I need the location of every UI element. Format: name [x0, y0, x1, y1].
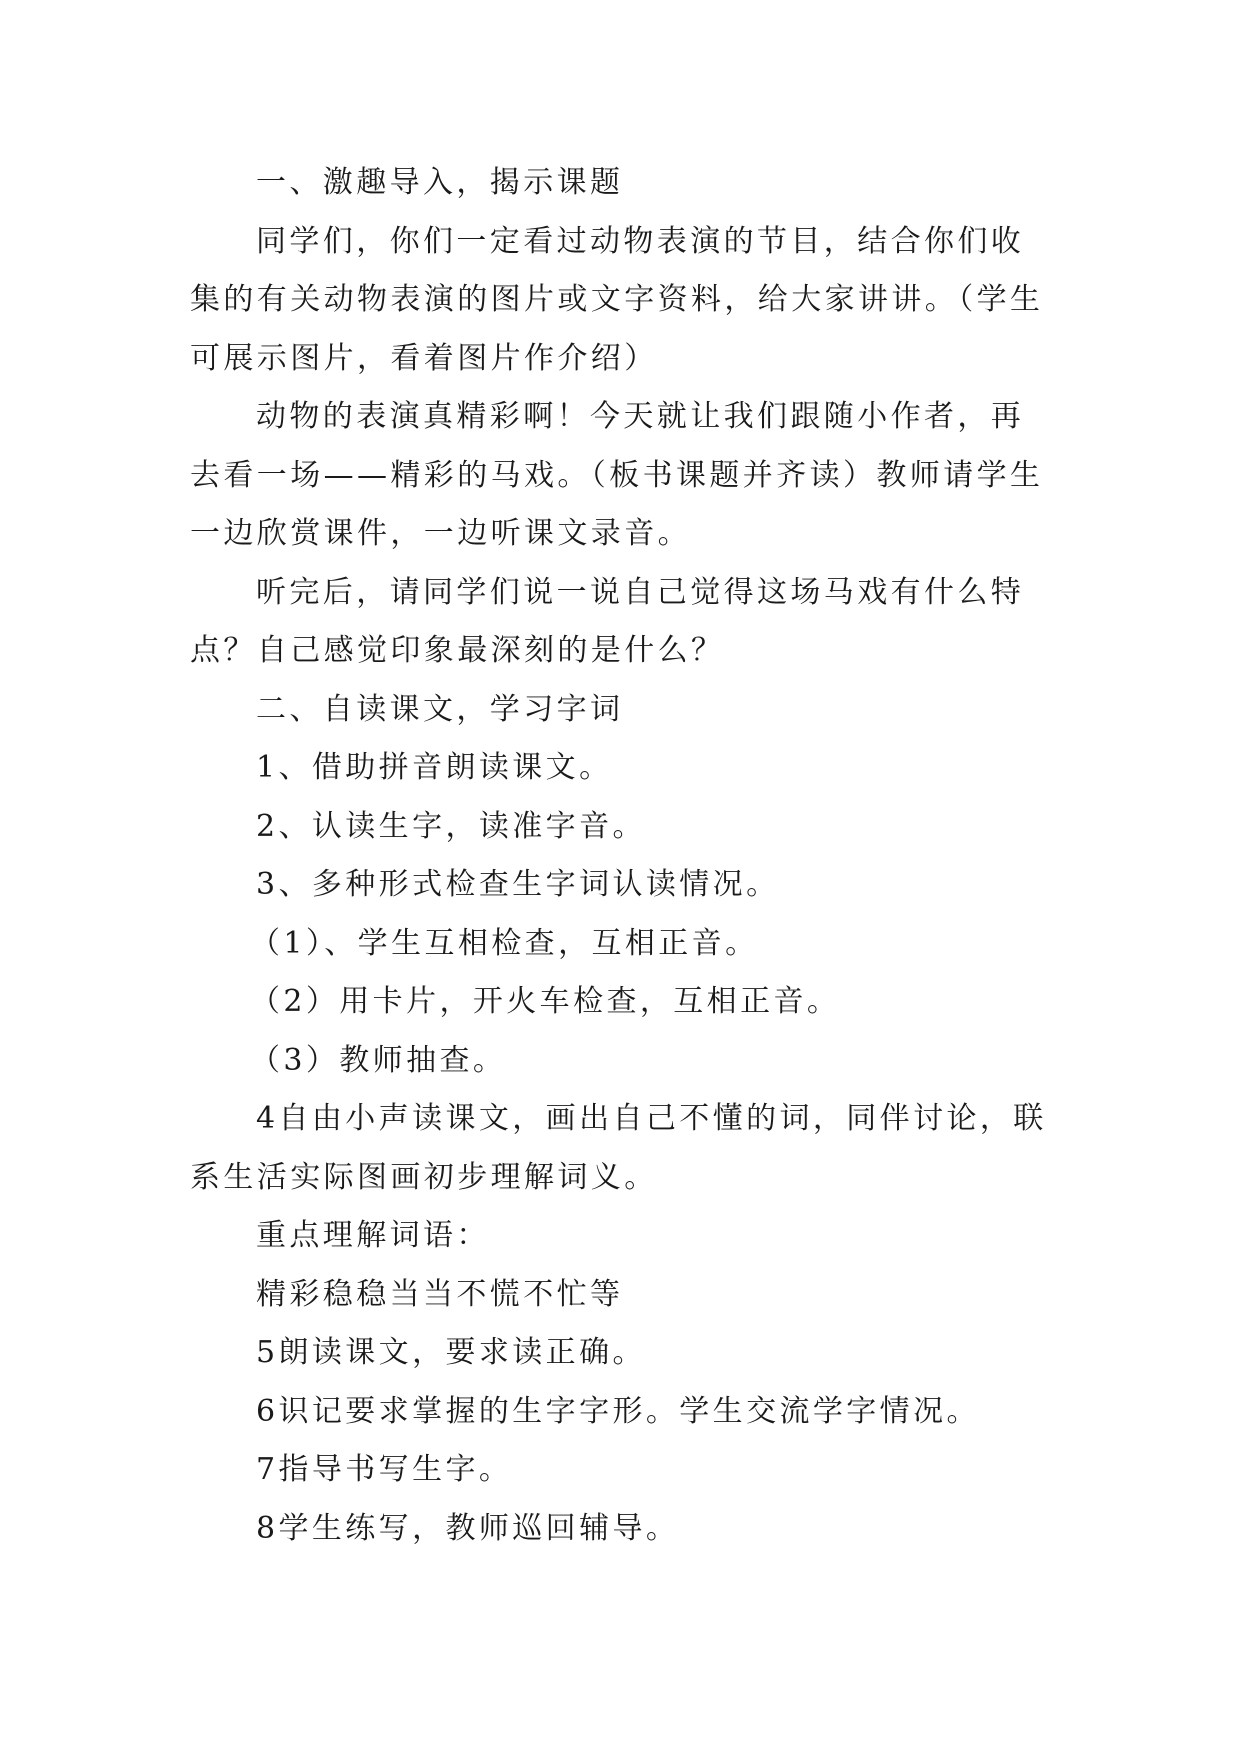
paragraph-performance: 动物的表演真精彩啊！今天就让我们跟随小作者，再去看一场——精彩的马戏。（板书课题并齐读）教师请学生一边欣赏课件，一边听课文录音。 [190, 399, 1044, 551]
sub-item-1: （1）、学生互相检查，互相正音。 [250, 925, 759, 961]
sub-item-2: （2）用卡片，开火车检查，互相正音。 [250, 984, 841, 1019]
list-item-3: 3、多种形式检查生字词认读情况。 [256, 867, 780, 902]
list-item-5: 5朗读课文，要求读正确。 [256, 1335, 646, 1370]
paragraph-intro: 同学们，你们一定看过动物表演的节目，结合你们收集的有关动物表演的图片或文字资料，给大家讲讲。（学生可展示图片，看着图片作介绍） [190, 223, 1044, 376]
key-words: 精彩稳稳当当不慌不忙等 [256, 1276, 624, 1312]
paragraph-questions: 听完后，请同学们说一说自己觉得这场马戏有什么特点？自己感觉印象最深刻的是什么？ [190, 574, 1025, 668]
list-item-4: 4自由小声读课文，画出自己不懂的词，同伴讨论，联系生活实际图画初步理解词义。 [190, 1101, 1047, 1195]
list-item-6: 6识记要求掌握的生字字形。学生交流学字情况。 [256, 1393, 980, 1429]
list-item-8: 8学生练写，教师巡回辅导。 [256, 1510, 680, 1546]
document-body [190, 154, 1052, 1558]
section-heading-2: 二、自读课文，学习字词 [256, 691, 624, 727]
list-item-1: 1、借助拼音朗读课文。 [256, 750, 613, 785]
list-item-7: 7指导书写生字。 [256, 1452, 513, 1487]
sub-item-3: （3）教师抽查。 [250, 1042, 507, 1078]
list-item-2: 2、认读生字，读准字音。 [256, 808, 646, 844]
section-heading-1: 一、激趣导入，揭示课题 [256, 165, 624, 200]
key-words-label: 重点理解词语： [256, 1218, 490, 1253]
